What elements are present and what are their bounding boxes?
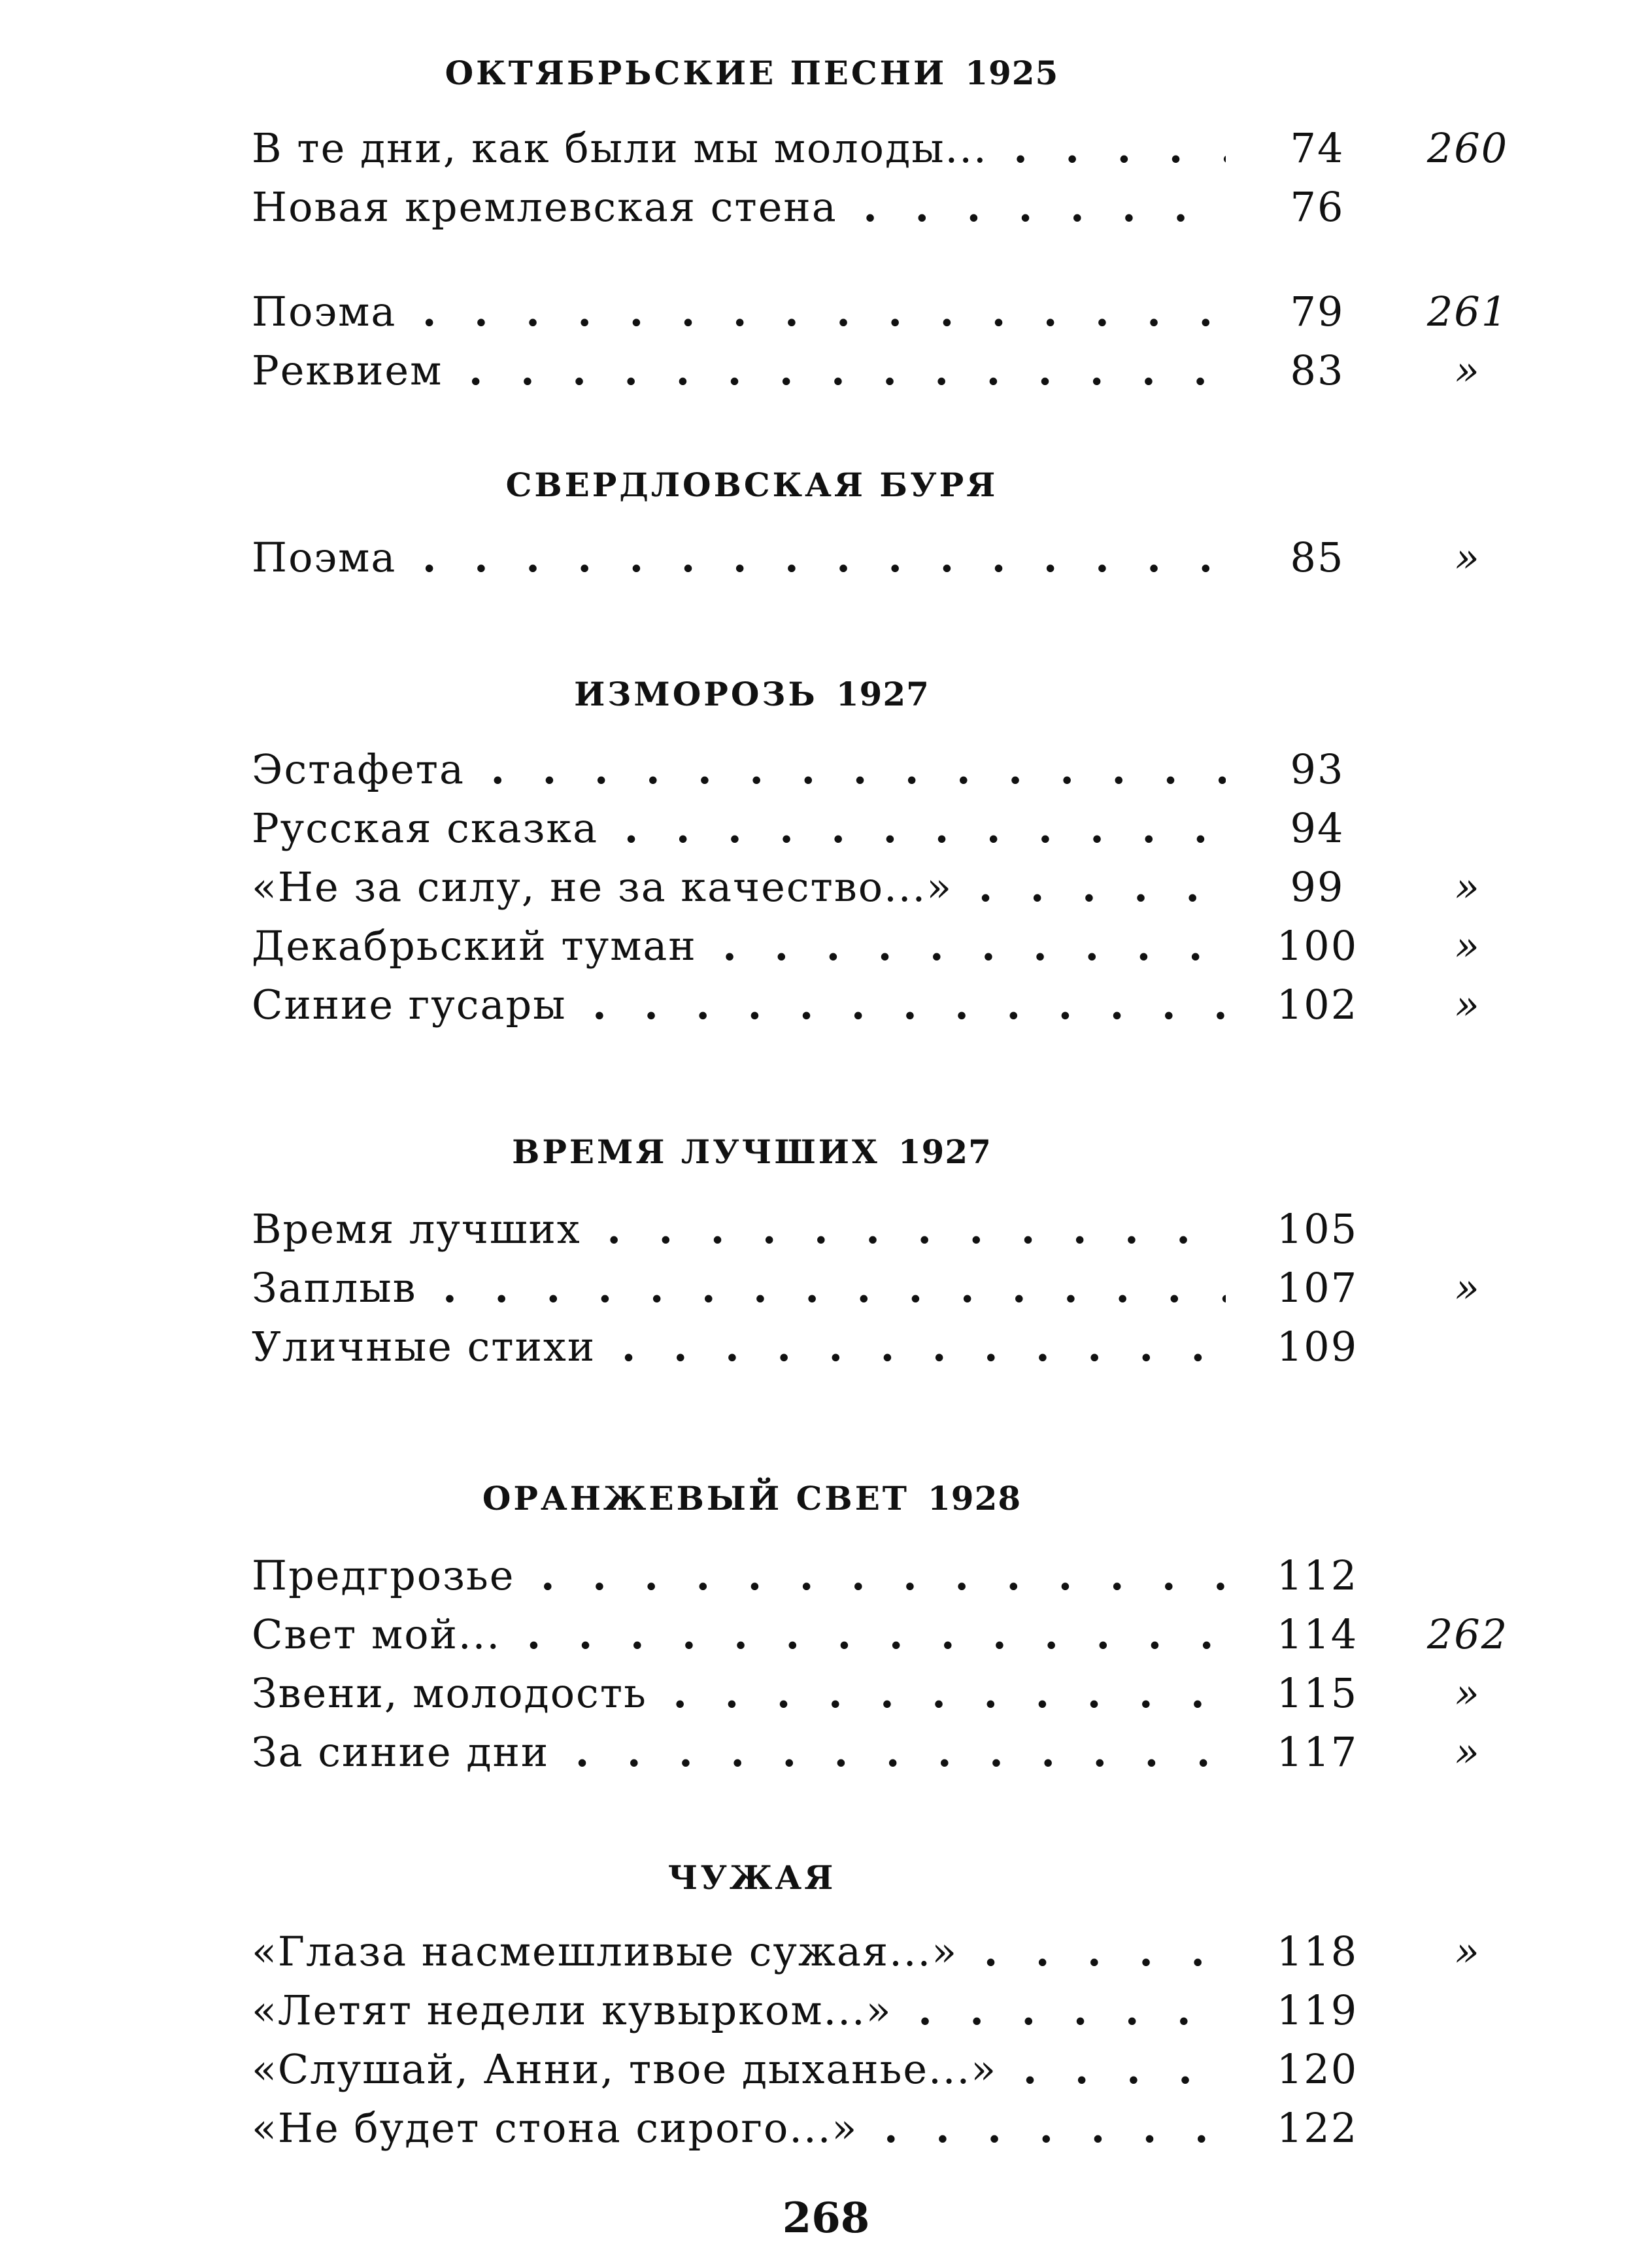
entry-title: Реквием . . [252, 341, 1226, 400]
entry-page: 85 [1290, 534, 1345, 581]
entry-note: 262 [1426, 1610, 1509, 1658]
entry-title: Синие гусары . . [252, 976, 1226, 1034]
toc-entry[interactable] [252, 858, 1520, 917]
entry-page: 117 [1276, 1728, 1358, 1776]
entry-title: «Не за силу, не за качество...» . . [252, 858, 1226, 917]
entry-page: 102 [1276, 981, 1358, 1028]
section-title [248, 1479, 1255, 1518]
entry-title: За синие дни . . [252, 1723, 1226, 1782]
entry-title: «Глаза насмешливые сужая...» . . [252, 1922, 1226, 1981]
entry-page: 114 [1276, 1610, 1358, 1658]
page-number: 268 [782, 2194, 870, 2243]
toc-entry[interactable] [252, 917, 1520, 976]
section-title [248, 675, 1255, 713]
entry-note: » [1455, 1669, 1481, 1717]
toc-entry[interactable] [252, 1318, 1520, 1376]
entry-note: 260 [1426, 124, 1509, 172]
entry-title: Предгрозье . . [252, 1546, 1226, 1605]
entry-page: 122 [1276, 2104, 1358, 2152]
entry-title: Уличные стихи . . [252, 1318, 1226, 1376]
toc-entry[interactable] [252, 1723, 1520, 1782]
section-title [248, 466, 1255, 504]
entry-note: » [1455, 1728, 1481, 1776]
toc-entry[interactable] [252, 1259, 1520, 1318]
toc-entry[interactable] [252, 1605, 1520, 1664]
entry-page: 74 [1290, 124, 1345, 172]
entry-page: 94 [1290, 804, 1345, 852]
entry-title: Звени, молодость . . [252, 1664, 1226, 1723]
toc-entry[interactable] [252, 282, 1520, 341]
toc-entry[interactable] [252, 799, 1520, 858]
toc-entry[interactable] [252, 2099, 1520, 2158]
entry-title: Время лучших . . [252, 1200, 1226, 1259]
section-year: 1925 [965, 54, 1059, 92]
entry-title: Заплыв . . [252, 1259, 1226, 1318]
entry-title: Эстафета . . [252, 740, 1226, 799]
toc-entry[interactable] [252, 740, 1520, 799]
toc-entry[interactable] [252, 2040, 1520, 2099]
entry-page: 83 [1290, 347, 1345, 394]
toc-entry[interactable] [252, 1200, 1520, 1259]
toc-entry[interactable] [252, 528, 1520, 587]
entry-page: 76 [1290, 183, 1345, 231]
entry-note: » [1455, 534, 1481, 581]
toc-entry[interactable] [252, 1981, 1520, 2040]
toc-entry[interactable] [252, 178, 1520, 237]
entry-page: 120 [1276, 2045, 1358, 2093]
section-name: ОКТЯБРЬСКИЕ ПЕСНИ [445, 54, 947, 92]
entry-title: Поэма . . [252, 528, 1226, 587]
section-title [248, 54, 1255, 92]
toc-entry[interactable] [252, 1664, 1520, 1723]
entry-note: » [1455, 863, 1481, 911]
entry-title: «Летят недели кувырком...» . . [252, 1981, 1226, 2040]
section-name: ЧУЖАЯ [667, 1858, 836, 1897]
entry-page: 119 [1276, 1986, 1358, 2034]
section-name: ОРАНЖЕВЫЙ СВЕТ [482, 1479, 910, 1518]
entry-title: Новая кремлевская стена . . [252, 178, 1226, 237]
entry-title: Декабрьский туман . . [252, 917, 1226, 976]
entry-note: 261 [1426, 288, 1509, 335]
entry-title: В те дни, как были мы молоды... . . [252, 119, 1226, 178]
entry-note: » [1455, 1264, 1481, 1312]
entry-page: 109 [1276, 1323, 1358, 1370]
toc-entry[interactable] [252, 976, 1520, 1034]
entry-title: Поэма . . [252, 282, 1226, 341]
entry-page: 100 [1276, 922, 1358, 970]
section-title [248, 1132, 1255, 1171]
section-name: СВЕРДЛОВСКАЯ БУРЯ [505, 466, 998, 504]
entry-page: 112 [1276, 1552, 1358, 1599]
entry-title: Свет мой... . . [252, 1605, 1226, 1664]
toc-entry[interactable] [252, 1922, 1520, 1981]
section-name: ИЗМОРОЗЬ [574, 675, 818, 713]
entry-title: Русская сказка . . [252, 799, 1226, 858]
entry-note: » [1455, 347, 1481, 394]
entry-title: «Слушай, Анни, твое дыханье...» . . [252, 2040, 1226, 2099]
section-title [248, 1858, 1255, 1897]
section-year: 1927 [835, 675, 930, 713]
entry-page: 79 [1290, 288, 1345, 335]
entry-page: 107 [1276, 1264, 1358, 1312]
entry-note: » [1455, 922, 1481, 970]
entry-note: » [1455, 1928, 1481, 1975]
toc-entry[interactable] [252, 1546, 1520, 1605]
section-name: ВРЕМЯ ЛУЧШИХ [512, 1132, 880, 1171]
entry-page: 93 [1290, 745, 1345, 793]
section-year: 1927 [898, 1132, 992, 1171]
entry-page: 118 [1276, 1928, 1358, 1975]
entry-note: » [1455, 981, 1481, 1028]
section-year: 1928 [928, 1479, 1022, 1518]
entry-page: 115 [1276, 1669, 1358, 1717]
toc-entry[interactable] [252, 341, 1520, 400]
toc-entry[interactable] [252, 119, 1520, 178]
entry-page: 99 [1290, 863, 1345, 911]
entry-page: 105 [1276, 1205, 1358, 1253]
entry-title: «Не будет стона сирого...» . . [252, 2099, 1226, 2158]
